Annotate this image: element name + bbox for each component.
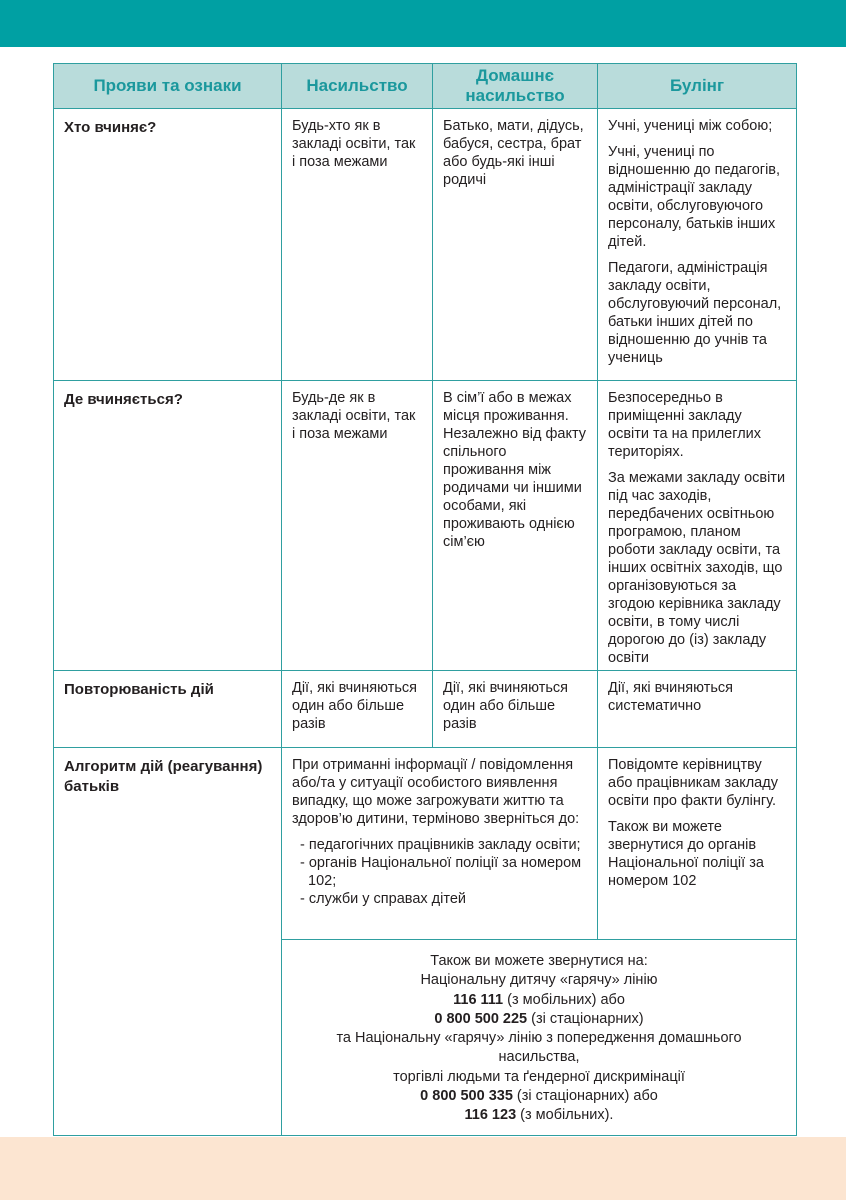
hotline-line-text: Національну дитячу «гарячу» лінію bbox=[420, 972, 658, 989]
paragraph: Дії, які вчиняються один або більше разів bbox=[443, 680, 568, 732]
paragraph: Учні, учениці по відношенню до педагогів, адміністрації закладу освіти, обслуговуючого персоналу, батьків інших дітей. bbox=[608, 143, 781, 250]
row-label-repeat: Повторюваність дій bbox=[54, 671, 281, 747]
cell-who-domestic bbox=[433, 109, 597, 380]
paragraph: Повідомте керівництву або працівникам закладу освіти про факти булінгу. bbox=[608, 757, 778, 809]
hotline-phone-number: 0 800 500 225 bbox=[434, 1010, 528, 1027]
paragraph: В сім’ї або в межах місця проживання. Незалежно від факту спільного проживання між родичами чи іншими особами, які проживають однією сім’єю bbox=[443, 390, 587, 550]
hotline-phone-number: 116 123 bbox=[464, 1107, 517, 1124]
row-label-where: Де вчиняється? bbox=[54, 381, 281, 670]
paragraph: При отриманні інформації / повідомлення або/та у ситуації особистого виявлення випадку, що може загрожувати життю та здоров’ю дитини, терміново зверніться до: bbox=[292, 757, 580, 827]
cell-algorithm-general bbox=[282, 748, 597, 939]
hotline-line-text: торгівлі людьми та ґендерної дискримінації bbox=[393, 1068, 685, 1085]
hotline-line-text: (з мобільних) або bbox=[503, 991, 625, 1008]
hotline-line bbox=[292, 1048, 786, 1067]
hotline-line bbox=[292, 1068, 786, 1087]
column-header-signs: Прояви та ознаки bbox=[54, 64, 281, 108]
hotline-line-text: (зі стаціонарних) або bbox=[512, 1087, 658, 1104]
paragraph: Учні, учениці між собою; bbox=[608, 118, 773, 134]
hotline-phone-number: 0 800 500 335 bbox=[420, 1087, 513, 1104]
cell-repeat-bullying bbox=[598, 671, 796, 747]
cell-where-bullying bbox=[598, 381, 796, 670]
hotline-line-text: (зі стаціонарних) bbox=[527, 1010, 644, 1027]
paragraph: Дії, які вчиняються один або більше разів bbox=[292, 680, 417, 732]
cell-who-bullying bbox=[598, 109, 796, 380]
paragraph: Педагоги, адміністрація закладу освіти, обслуговуючий персонал, батьки інших дітей по відношенню до учнів та учениць bbox=[608, 259, 782, 366]
cell-where-violence bbox=[282, 381, 432, 670]
hotline-line-text: насильства, bbox=[498, 1049, 580, 1066]
hotline-line bbox=[292, 991, 786, 1010]
hotline-line bbox=[292, 1087, 786, 1106]
row-label-algorithm: Алгоритм дій (реагування) батьків bbox=[54, 748, 281, 1135]
cell-who-violence bbox=[282, 109, 432, 380]
column-header-violence: Насильство bbox=[282, 64, 432, 108]
hotline-line bbox=[292, 1029, 786, 1048]
list-item: - органів Національної поліції за номером 102; bbox=[300, 854, 582, 889]
hotline-line-text: Також ви можете звернутися на: bbox=[430, 953, 648, 969]
hotline-line-text: та Національну «гарячу» лінію з попередження домашнього bbox=[336, 1030, 742, 1047]
hotline-line bbox=[292, 1010, 786, 1029]
paragraph: За межами закладу освіти під час заходів, передбачених освітньою програмою, планом роботи закладу освіти, та інших освітніх заходів, що організовуються за згодою керівника закладу освіти, в тому числі дорогою до (із) закладу освіти bbox=[608, 469, 786, 666]
cell-hotline-info bbox=[282, 940, 796, 1135]
paragraph: Також ви можете звернутися до органів Національної поліції за номером 102 bbox=[608, 818, 764, 889]
comparison-table bbox=[53, 63, 797, 1136]
list-item: - педагогічних працівників закладу освіти; bbox=[300, 836, 581, 853]
list-item: - служби у справах дітей bbox=[300, 890, 466, 907]
cell-where-domestic bbox=[433, 381, 597, 670]
cell-algorithm-bullying bbox=[598, 748, 796, 939]
cell-repeat-violence bbox=[282, 671, 432, 747]
hotline-line bbox=[292, 952, 786, 971]
hotline-line bbox=[292, 1106, 786, 1125]
paragraph: Батько, мати, дідусь, бабуся, сестра, брат або будь-які інші родичі bbox=[443, 118, 584, 188]
bottom-banner bbox=[0, 1137, 846, 1200]
hotline-line-text: (з мобільних). bbox=[516, 1107, 614, 1124]
paragraph: Дії, які вчиняються систематично bbox=[608, 680, 733, 714]
paragraph: Безпосередньо в приміщенні закладу освіти та на прилеглих територіях. bbox=[608, 390, 762, 460]
hotline-line bbox=[292, 971, 786, 990]
paragraph: Будь-де як в закладі освіти, так і поза межами bbox=[292, 390, 416, 442]
column-header-domestic-violence: Домашнє насильство bbox=[433, 64, 597, 108]
row-label-who: Хто вчиняє? bbox=[54, 109, 281, 380]
top-banner bbox=[0, 0, 846, 47]
paragraph: Будь-хто як в закладі освіти, так і поза межами bbox=[292, 118, 416, 170]
column-header-bullying: Булінг bbox=[598, 64, 796, 108]
hotline-phone-number: 116 111 bbox=[453, 991, 504, 1008]
cell-repeat-domestic bbox=[433, 671, 597, 747]
